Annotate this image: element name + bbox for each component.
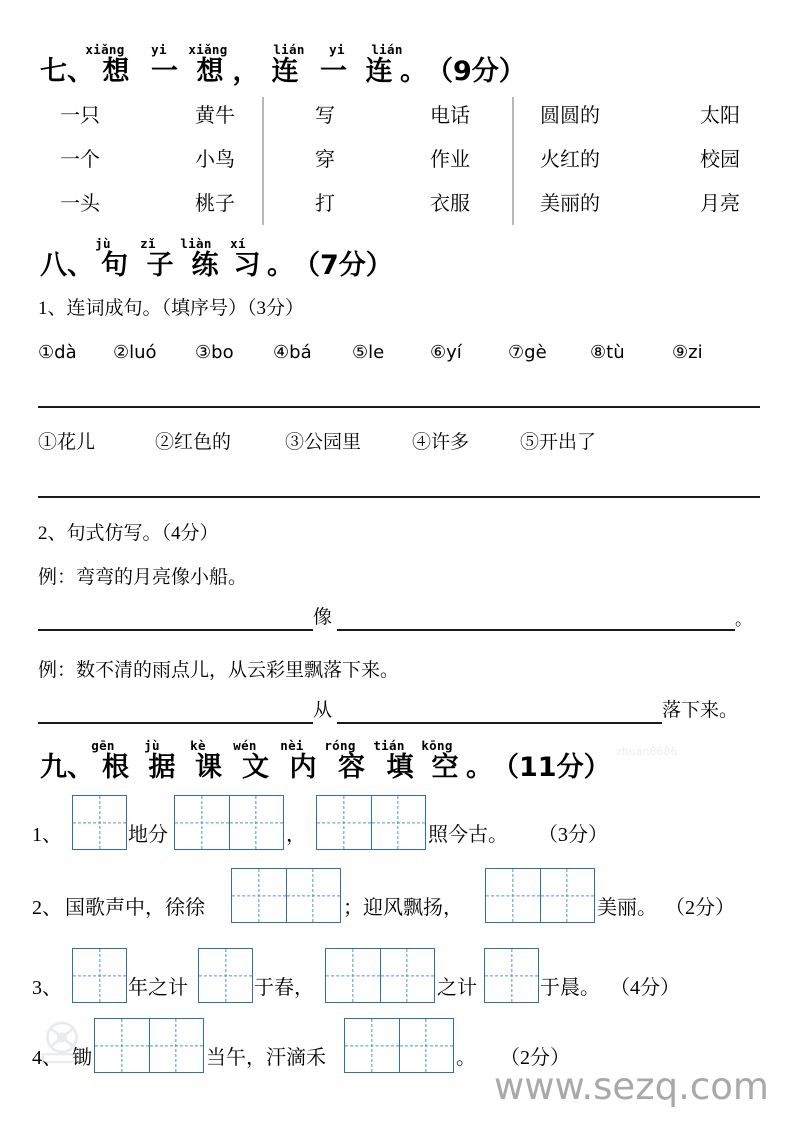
section-eight-number: 八、 [40, 250, 94, 280]
match-word-right[interactable]: 桃子 [195, 193, 235, 215]
pinyin-syllable: wén [233, 738, 257, 753]
match-word-left[interactable]: 圆圆的 [540, 105, 600, 127]
pinyin-syllable: lián [273, 42, 305, 57]
character-grid[interactable] [325, 948, 435, 1003]
question-8-1-label: 1、连词成句。（填序号）（3分） [38, 298, 305, 319]
character-grid[interactable] [72, 948, 127, 1003]
section-eight-title [40, 248, 393, 283]
pinyin-item[interactable] [113, 340, 157, 366]
pinyin-item-number: ⑤ [352, 342, 369, 363]
question-9-3-text-c: 之计 [437, 977, 477, 999]
question-9-2-text: 国歌声中，徐徐 [65, 897, 205, 919]
section-eight-title-char: 子 [146, 250, 174, 280]
grid-cell[interactable] [326, 949, 380, 1002]
word-item[interactable] [155, 430, 231, 456]
section-nine-points: （11分） [492, 752, 611, 783]
fill-blank-line-2 [0, 698, 800, 728]
word-item-number: ① [38, 432, 58, 453]
answer-rule[interactable] [38, 406, 760, 408]
section-eight-title-char: 。 [267, 250, 294, 280]
question-9-1-number: 1、 [32, 824, 62, 846]
pinyin-syllable: xí [230, 236, 246, 251]
pinyin-syllable: xiǎng [188, 42, 228, 57]
word-item-text: 开出了 [539, 432, 597, 453]
grid-cell[interactable] [95, 1019, 149, 1072]
section-seven-title-char: 一 [151, 56, 178, 86]
pinyin-item-text: bá [289, 342, 312, 363]
match-word-right[interactable]: 黄牛 [195, 105, 235, 127]
word-item-text: 红色的 [174, 432, 232, 453]
match-word-right[interactable]: 太阳 [700, 105, 740, 127]
section-nine-title-char: 文 [242, 752, 269, 782]
pinyin-item[interactable] [273, 340, 312, 366]
question-9-1-text: 地分 [128, 824, 168, 846]
pinyin-item-text: zi [688, 342, 703, 363]
character-grid[interactable] [198, 948, 253, 1003]
character-grid[interactable] [174, 795, 284, 850]
pinyin-syllable: kè [190, 738, 206, 753]
character-grid[interactable] [231, 868, 341, 923]
pinyin-item[interactable] [38, 340, 77, 366]
character-grid[interactable] [485, 868, 595, 923]
grid-cell[interactable] [73, 949, 126, 1002]
pinyin-item-text: tù [606, 342, 625, 363]
blank-rule[interactable] [337, 722, 662, 724]
pinyin-syllable: jù [95, 236, 111, 251]
match-word-right[interactable]: 小鸟 [195, 149, 235, 171]
blank-rule[interactable] [38, 629, 313, 631]
question-9-3-points: （4分） [610, 977, 680, 999]
word-item[interactable] [412, 430, 469, 456]
section-seven-title-char: ， [232, 56, 260, 86]
pinyin-item-text: luó [129, 342, 157, 363]
pinyin-item[interactable] [352, 340, 384, 366]
section-seven-title-char: 连 [271, 56, 299, 86]
question-9-3-text-b: 于春， [254, 977, 314, 999]
grid-cell[interactable] [540, 869, 595, 922]
section-seven-title-char: 一 [320, 56, 347, 86]
question-9-2-row [0, 868, 800, 926]
word-item[interactable] [38, 430, 95, 456]
match-word-left[interactable]: 打 [315, 193, 335, 215]
question-9-4-text-a: 锄 [72, 1047, 92, 1069]
word-item[interactable] [285, 430, 361, 456]
pinyin-item-number: ③ [195, 342, 212, 363]
pinyin-syllable: jù [144, 738, 160, 753]
section-eight-points: （7分） [293, 250, 393, 281]
question-9-4-number: 4、 [32, 1047, 62, 1069]
grid-cell[interactable] [175, 796, 229, 849]
section-nine-number: 九、 [40, 752, 94, 782]
pinyin-item[interactable] [508, 340, 547, 366]
url-watermark: www.sezq.com [494, 1065, 769, 1108]
pinyin-syllable: liàn [180, 236, 212, 251]
match-word-right[interactable]: 校园 [700, 149, 740, 171]
question-9-3-row [0, 948, 800, 1006]
pinyin-syllable: tián [373, 738, 405, 753]
pinyin-syllable: yi [151, 42, 167, 57]
question-9-2-text-mid: ；迎风飘扬， [343, 897, 463, 919]
blank-rule[interactable] [38, 722, 313, 724]
match-word-left[interactable]: 穿 [315, 149, 335, 171]
grid-cell[interactable] [486, 869, 540, 922]
question-9-4-text-b: 当午，汗滴禾 [206, 1047, 326, 1069]
match-word-right[interactable]: 月亮 [700, 193, 740, 215]
section-eight-title-char: 练 [191, 250, 219, 280]
section-eight-heading [40, 248, 393, 283]
section-eight-title-char: 习 [233, 250, 261, 280]
pinyin-item-number: ① [38, 342, 55, 363]
grid-cell[interactable] [317, 796, 371, 849]
section-seven-title-char: 想 [102, 56, 130, 86]
column-divider [262, 97, 264, 225]
character-grid[interactable] [94, 1018, 204, 1073]
section-seven-title-char: 连 [365, 56, 393, 86]
faint-source-watermark: zhuan8686 [616, 745, 678, 758]
character-grid[interactable] [484, 948, 539, 1003]
pinyin-item-number: ⑧ [590, 342, 607, 363]
grid-cell[interactable] [380, 949, 435, 1002]
answer-rule[interactable] [38, 496, 760, 498]
grid-cell[interactable] [149, 1019, 204, 1072]
pinyin-item-number: ⑦ [508, 342, 525, 363]
question-9-2-text-tail: 美丽。 [597, 897, 657, 919]
pinyin-item-number: ⑨ [672, 342, 689, 363]
example-sentence-2: 例：数不清的雨点儿，从云彩里飘落下来。 [38, 660, 400, 681]
match-word-left[interactable]: 一头 [60, 193, 100, 215]
pinyin-item-text: yí [446, 342, 462, 363]
match-word-left[interactable]: 火红的 [540, 149, 600, 171]
grid-cell[interactable] [232, 869, 286, 922]
pinyin-syllable: gēn [91, 738, 115, 753]
question-9-1-row [0, 795, 800, 853]
match-word-left[interactable]: 美丽的 [540, 193, 600, 215]
question-9-1-tail: 照今古。 [428, 824, 508, 846]
match-word-right[interactable]: 衣服 [430, 193, 470, 215]
character-grid[interactable] [316, 795, 426, 850]
question-9-2-number: 2、 [32, 897, 62, 919]
section-nine-title-char: 。 [466, 752, 493, 782]
grid-cell[interactable] [73, 796, 126, 849]
section-seven-title-char: 。 [400, 56, 427, 86]
blank-period: 。 [735, 610, 752, 629]
pinyin-item[interactable] [430, 340, 462, 366]
question-9-3-text-a: 年之计 [128, 977, 188, 999]
grid-cell[interactable] [229, 796, 284, 849]
grid-cell[interactable] [199, 949, 252, 1002]
pinyin-item-number: ④ [273, 342, 290, 363]
question-9-1-comma: ， [286, 824, 306, 846]
fill-blank-line-1 [0, 605, 800, 635]
section-seven-number: 七、 [40, 56, 94, 86]
pinyin-item-text: dà [54, 342, 77, 363]
section-nine-title-char: 内 [289, 752, 317, 782]
section-seven-points: （9分） [426, 56, 526, 87]
pinyin-item[interactable] [195, 340, 234, 366]
pinyin-item-number: ⑥ [430, 342, 447, 363]
word-item-number: ④ [412, 432, 432, 453]
blank-connector-xiang: 像 [313, 607, 333, 628]
character-grid[interactable] [344, 1018, 454, 1073]
pinyin-syllable: kōng [421, 738, 453, 753]
question-9-3-text-d: 于晨。 [540, 977, 600, 999]
section-nine-heading [40, 750, 611, 785]
question-9-4-period: 。 [456, 1047, 476, 1069]
grid-cell[interactable] [345, 1019, 399, 1072]
section-nine-title [40, 750, 611, 785]
pinyin-syllable: lián [371, 42, 403, 57]
grid-cell[interactable] [485, 949, 538, 1002]
pinyin-syllable: nèi [280, 738, 304, 753]
example-sentence-1: 例：弯弯的月亮像小船。 [38, 567, 248, 588]
pinyin-item-text: bo [211, 342, 234, 363]
pinyin-item-text: gè [524, 342, 547, 363]
pinyin-syllable: xiǎng [85, 42, 125, 57]
match-word-right[interactable]: 电话 [430, 105, 470, 127]
word-item-number: ③ [285, 432, 305, 453]
match-word-right[interactable]: 作业 [430, 149, 470, 171]
word-item-text: 许多 [431, 432, 470, 453]
word-item-text: 花儿 [57, 432, 96, 453]
character-grid[interactable] [72, 795, 127, 850]
pinyin-syllable: yi [329, 42, 345, 57]
word-item-number: ② [155, 432, 175, 453]
pinyin-syllable: róng [324, 738, 356, 753]
section-nine-title-char: 据 [148, 752, 176, 782]
section-eight-title-char: 句 [101, 250, 128, 280]
match-word-left[interactable]: 一个 [60, 149, 100, 171]
question-9-3-number: 3、 [32, 977, 62, 999]
pinyin-syllable: zǐ [140, 236, 156, 251]
match-word-left[interactable]: 写 [315, 105, 335, 127]
pinyin-item-text: le [368, 342, 385, 363]
question-9-4-points: （2分） [500, 1047, 570, 1069]
question-9-1-points: （3分） [538, 824, 608, 846]
column-divider [512, 97, 514, 225]
section-nine-title-char: 空 [431, 752, 459, 782]
word-item-number: ⑤ [520, 432, 540, 453]
site-logo-watermark [34, 1015, 90, 1071]
grid-cell[interactable] [286, 869, 341, 922]
question-9-2-points: （2分） [665, 897, 735, 919]
pinyin-item[interactable] [672, 340, 703, 366]
grid-cell[interactable] [371, 796, 426, 849]
section-seven-title-char: 想 [196, 56, 224, 86]
section-nine-title-char: 容 [338, 752, 365, 782]
blank-rule[interactable] [337, 629, 735, 631]
pinyin-item-number: ② [113, 342, 130, 363]
section-nine-title-char: 填 [386, 752, 414, 782]
matching-exercise [0, 0, 800, 230]
question-8-2-label: 2、句式仿写。（4分） [38, 523, 219, 544]
pinyin-item[interactable] [590, 340, 625, 366]
word-item-text: 公园里 [304, 432, 362, 453]
match-word-left[interactable]: 一只 [60, 105, 100, 127]
blank-connector-cong: 从 [313, 700, 333, 721]
section-nine-title-char: 根 [102, 752, 129, 782]
blank-suffix-luoxialai: 落下来。 [662, 700, 739, 721]
section-nine-title-char: 课 [195, 752, 222, 782]
grid-cell[interactable] [399, 1019, 454, 1072]
word-item[interactable] [520, 430, 596, 456]
